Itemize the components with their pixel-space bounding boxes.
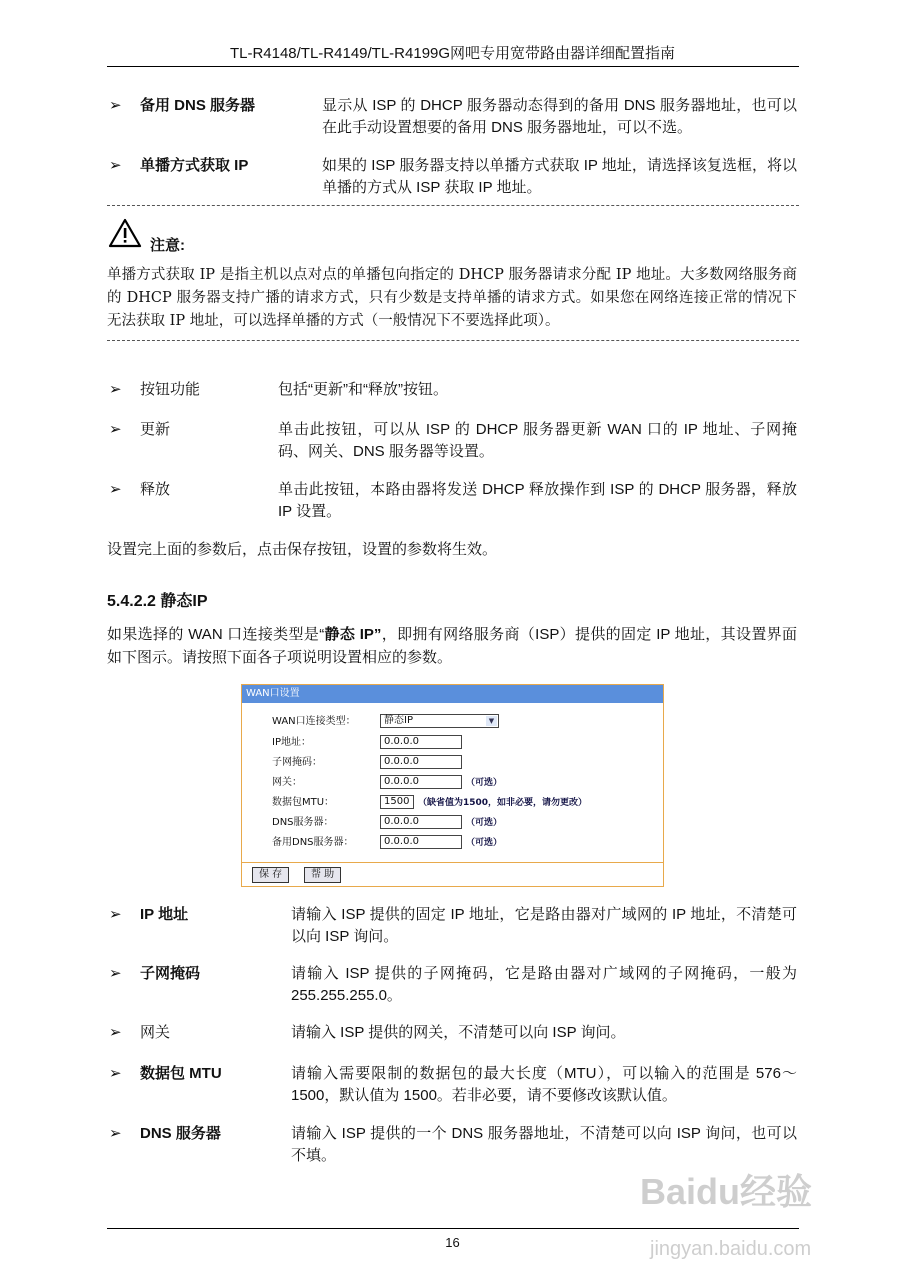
baidu-watermark-url: jingyan.baidu.com <box>650 1238 812 1260</box>
bullet-icon: ➢ <box>109 1065 122 1082</box>
bullet-icon: ➢ <box>109 157 122 174</box>
chevron-down-icon: ▼ <box>486 716 497 726</box>
section-intro <box>107 623 797 669</box>
bullet-icon: ➢ <box>109 421 122 438</box>
bullet-icon: ➢ <box>109 481 122 498</box>
optional-hint: （可选） <box>466 778 503 788</box>
item-label: 网关 <box>140 1024 171 1041</box>
dns-input[interactable]: 0.0.0.0 <box>380 815 462 829</box>
item-label: IP 地址 <box>140 906 189 923</box>
item-gateway <box>107 1022 797 1044</box>
field-label: IP地址： <box>272 737 311 748</box>
item-label: 数据包 MTU <box>140 1065 222 1082</box>
item-label: 按钮功能 <box>140 381 201 398</box>
note-divider <box>107 340 799 341</box>
item-label: 释放 <box>140 481 171 498</box>
item-release <box>107 479 797 523</box>
row-ip <box>272 735 663 751</box>
baidu-watermark-logo: Baidu经验 <box>640 1171 813 1212</box>
ip-address-input[interactable]: 0.0.0.0 <box>380 735 462 749</box>
field-label: WAN口连接类型： <box>272 716 356 727</box>
bullet-icon: ➢ <box>109 1024 122 1041</box>
intro-text: ，即拥有网络服务商（ISP）提供的固定 IP 地址，其设置界面如下图示。请按照下面各子项说明设置相应的参数。 <box>107 626 797 666</box>
item-desc: 如果的 ISP 服务器支持以单播方式获取 IP 地址，请选择该复选框，将以单播的方式从 ISP 获取 IP 地址。 <box>322 157 797 196</box>
item-ip <box>107 904 797 948</box>
field-label: DNS服务器： <box>272 817 334 828</box>
mtu-input[interactable]: 1500 <box>380 795 414 809</box>
optional-hint: （可选） <box>466 838 503 848</box>
item-desc: 请输入 ISP 提供的网关，不清楚可以向 ISP 询问。 <box>291 1024 626 1041</box>
item-mtu <box>107 1063 797 1107</box>
subnet-mask-input[interactable]: 0.0.0.0 <box>380 755 462 769</box>
bullet-icon: ➢ <box>109 97 122 114</box>
help-button[interactable]: 帮 助 <box>304 867 341 883</box>
wan-settings-title: WAN口设置 <box>242 685 663 703</box>
select-value: 静态IP <box>384 715 413 726</box>
item-desc: 请输入 ISP 提供的一个 DNS 服务器地址，不清楚可以向 ISP 询问，也可以不填。 <box>291 1125 797 1164</box>
bullet-icon: ➢ <box>109 381 122 398</box>
item-desc: 包括“更新”和“释放”按钮。 <box>278 381 448 398</box>
item-label: 子网掩码 <box>140 965 201 982</box>
page-header: TL-R4148/TL-R4149/TL-R4199G网吧专用宽带路由器详细配置指南 <box>229 45 676 62</box>
wan-type-select[interactable] <box>380 714 499 728</box>
bullet-icon: ➢ <box>109 1125 122 1142</box>
item-mask <box>107 963 797 1007</box>
row-gateway <box>272 775 663 791</box>
section-heading: 5.4.2.2 静态IP <box>107 593 208 610</box>
field-label: 数据包MTU： <box>272 797 335 808</box>
item-desc: 显示从 ISP 的 DHCP 服务器动态得到的备用 DNS 服务器地址，也可以在此手动设置想要的备用 DNS 服务器地址，可以不选。 <box>322 97 797 136</box>
item-label: 单播方式获取 IP <box>140 157 249 174</box>
optional-hint: （可选） <box>466 818 503 828</box>
item-buttons <box>107 379 797 401</box>
field-label: 备用DNS服务器： <box>272 837 354 848</box>
wan-settings-footer <box>242 862 663 887</box>
header-rule <box>107 66 799 67</box>
footer-rule <box>107 1228 799 1229</box>
row-wan-type <box>272 714 663 730</box>
row-mtu <box>272 795 663 811</box>
item-dns <box>107 1123 797 1167</box>
item-desc: 请输入需要限制的数据包的最大长度（MTU），可以输入的范围是 576～1500，默认值为 1500。若非必要，请不要修改该默认值。 <box>291 1065 797 1104</box>
save-button[interactable]: 保 存 <box>252 867 289 883</box>
item-label: DNS 服务器 <box>140 1125 221 1142</box>
item-unicast <box>107 155 797 199</box>
item-label: 备用 DNS 服务器 <box>140 97 256 114</box>
bullet-icon: ➢ <box>109 906 122 923</box>
note-divider <box>107 205 799 206</box>
item-label: 更新 <box>140 421 171 438</box>
row-backup-dns <box>272 835 663 851</box>
row-dns <box>272 815 663 831</box>
item-desc: 请输入 ISP 提供的固定 IP 地址，它是路由器对广域网的 IP 地址，不清楚可以向 ISP 询问。 <box>291 906 797 945</box>
note-title: 注意: <box>150 237 185 254</box>
wan-settings-screenshot <box>241 684 664 887</box>
item-desc: 单击此按钮，可以从 ISP 的 DHCP 服务器更新 WAN 口的 IP 地址、子网掩码、网关、DNS 服务器等设置。 <box>278 421 797 460</box>
bullet-icon: ➢ <box>109 965 122 982</box>
field-label: 子网掩码： <box>272 757 322 768</box>
row-mask <box>272 755 663 771</box>
mtu-hint: （缺省值为1500，如非必要，请勿更改） <box>418 798 588 808</box>
intro-bold: 静态 IP” <box>324 626 382 643</box>
item-backup-dns <box>107 95 797 139</box>
note-text: 单播方式获取 IP 是指主机以点对点的单播包向指定的 DHCP 服务器请求分配 IP 地址。大多数网络服务商的 DHCP 服务器支持广播的请求方式，只有少数是支持单播的请求方式。如果您在网络连接正常的情况下无法获取 IP 地址，可以选择单播的方式（一般情况下不要选择此项）。 <box>107 267 797 329</box>
warning-icon <box>108 218 142 248</box>
page-number: 16 <box>445 1235 460 1250</box>
item-renew <box>107 419 797 463</box>
item-desc: 请输入 ISP 提供的子网掩码，它是路由器对广域网的子网掩码，一般为 255.255.255.0。 <box>291 965 797 1004</box>
item-desc: 单击此按钮，本路由器将发送 DHCP 释放操作到 ISP 的 DHCP 服务器，释放 IP 设置。 <box>278 481 797 520</box>
backup-dns-input[interactable]: 0.0.0.0 <box>380 835 462 849</box>
intro-text: 如果选择的 WAN 口连接类型是“ <box>107 626 325 643</box>
field-label: 网关： <box>272 777 302 788</box>
gateway-input[interactable]: 0.0.0.0 <box>380 775 462 789</box>
save-paragraph: 设置完上面的参数后，点击保存按钮，设置的参数将生效。 <box>107 541 498 558</box>
